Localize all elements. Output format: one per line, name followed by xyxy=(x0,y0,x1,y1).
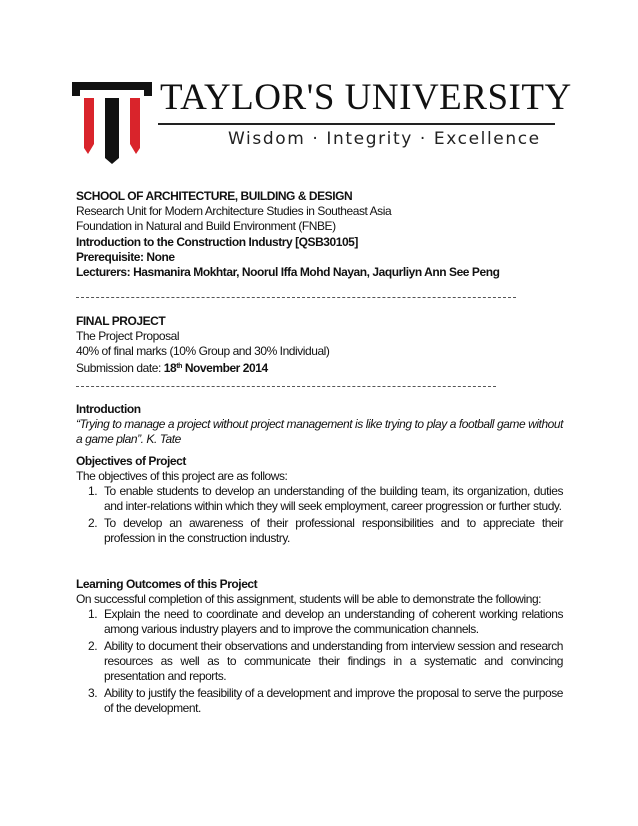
logo-motto: Wisdom · Integrity · Excellence xyxy=(228,129,541,149)
school-name: SCHOOL OF ARCHITECTURE, BUILDING & DESIGN xyxy=(76,189,353,203)
introduction-heading: Introduction xyxy=(76,402,141,416)
lecturers: Lecturers: Hasmanira Mokhtar, Noorul Iffa Mohd Nayan, Jaqurliyn Ann See Peng xyxy=(76,265,500,279)
outcomes-heading: Learning Outcomes of this Project xyxy=(76,577,258,591)
separator xyxy=(76,297,516,298)
research-unit: Research Unit for Modern Architecture Studies in Southeast Asia xyxy=(76,204,392,218)
outcomes-lead: On successful completion of this assignment, students will be able to demonstrate the following: xyxy=(76,592,542,606)
list-item: 2. Ability to document their observations and understanding from interview session and research resources as well as to communicate their findings in a systematic and convincing presentation and reports. xyxy=(88,639,563,683)
list-item: 1. Explain the need to coordinate and develop an understanding of coherent working relations among various industry players and to improve the communication channels. xyxy=(88,607,563,636)
course-title: Introduction to the Construction Industry [QSB30105] xyxy=(76,235,358,249)
project-heading: FINAL PROJECT xyxy=(76,314,166,328)
project-marks: 40% of final marks (10% Group and 30% Individual) xyxy=(76,344,330,358)
prerequisite: Prerequisite: None xyxy=(76,250,175,264)
logo-title: TAYLOR'S UNIVERSITY xyxy=(160,77,572,118)
separator xyxy=(76,386,496,387)
project-name: The Project Proposal xyxy=(76,329,180,343)
introduction-section xyxy=(76,402,563,447)
course-info xyxy=(76,235,563,280)
list-item: 2. To develop an awareness of their professional responsibilities and to appreciate their profession in the construction industry. xyxy=(88,516,563,545)
school-header xyxy=(76,189,563,234)
outcomes-section xyxy=(76,577,563,716)
list-item: 3. Ability to justify the feasibility of a development and improve the proposal to serve the purpose of the development. xyxy=(88,686,563,715)
logo-divider xyxy=(158,123,555,125)
project-info xyxy=(76,314,563,376)
submission-date: Submission date: 18th November 2014 xyxy=(76,361,268,375)
university-logo xyxy=(72,77,572,164)
shield-logo-icon xyxy=(72,78,152,164)
objectives-heading: Objectives of Project xyxy=(76,454,186,468)
foundation: Foundation in Natural and Build Environment (FNBE) xyxy=(76,219,336,233)
introduction-quote: “Trying to manage a project without project management is like trying to play a football game without a game plan”. K. Tate xyxy=(76,417,563,446)
objectives-lead: The objectives of this project are as follows: xyxy=(76,469,288,483)
objectives-section xyxy=(76,454,563,546)
list-item: 1. To enable students to develop an understanding of the building team, its organization, duties and inter-relations within which they will seek employment, career progression or further study. xyxy=(88,484,563,513)
